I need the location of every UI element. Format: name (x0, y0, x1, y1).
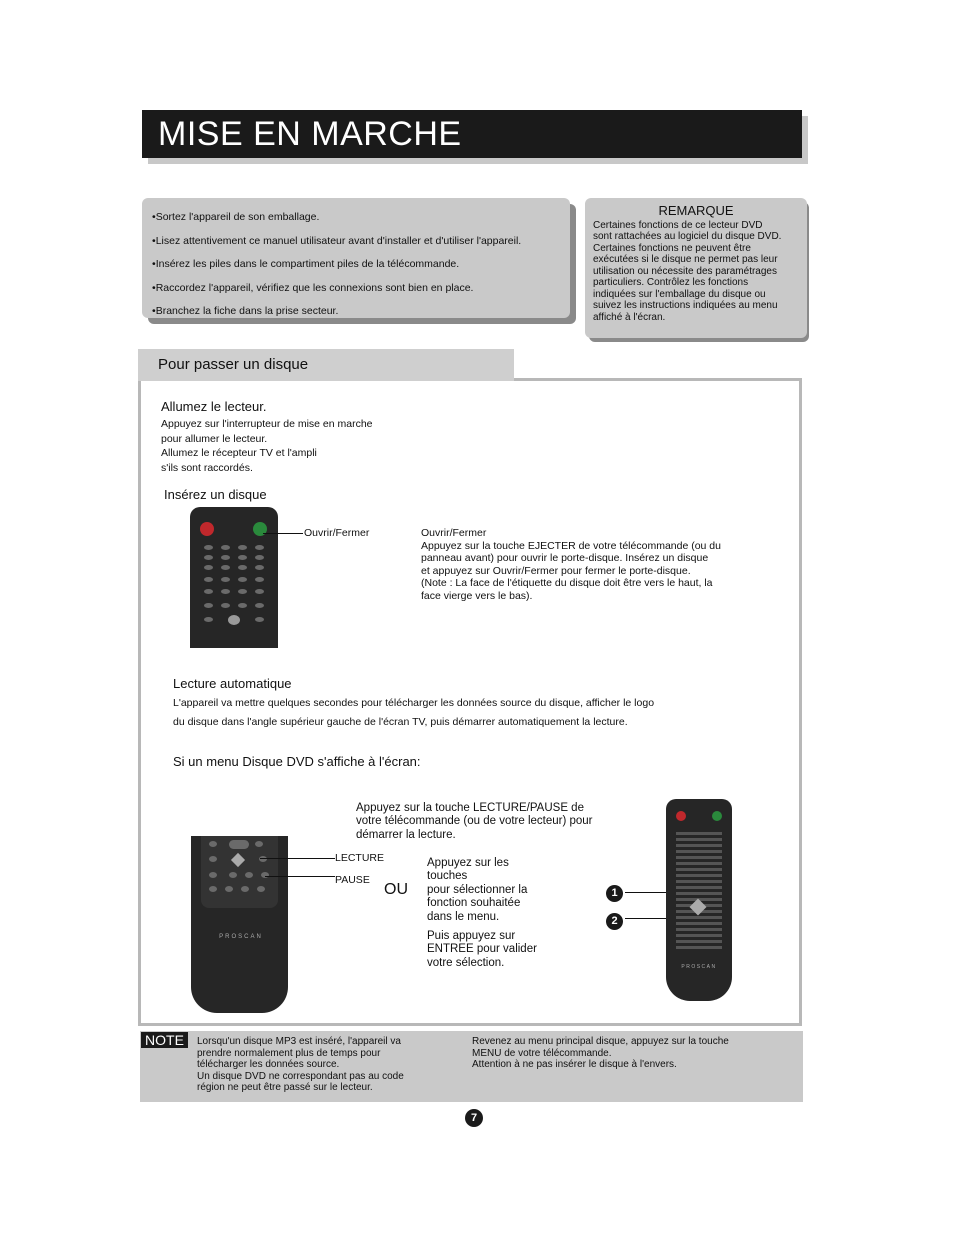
callout-line (265, 876, 335, 877)
remote-keypad (676, 829, 722, 949)
remark-line: suivez les instructions indiquées au menu (593, 300, 778, 311)
note-badge: NOTE (141, 1032, 188, 1048)
page-number: 7 (465, 1109, 483, 1127)
steps-box (142, 198, 570, 318)
note-right-text: Revenez au menu principal disque, appuyez sur la touche MENU de votre télécommande. Attention à ne pas insérer le disque à l'envers. (472, 1036, 729, 1071)
remote-brand: PROSCAN (681, 964, 717, 970)
label-play: LECTURE (335, 852, 385, 864)
step-item: •Insérez les piles dans le compartiment piles de la télécommande. (152, 258, 460, 270)
callout-line (263, 533, 303, 534)
remark-line: affiché à l'écran. (593, 311, 666, 323)
note-left-text: Lorsqu'un disque MP3 est inséré, l'appareil va prendre normalement plus de temps pour télécharger les données source. Un disque DVD ne correspondant pas au code région ne peut être passé sur le lecteur. (197, 1036, 404, 1094)
remote-brand: PROSCAN (219, 934, 263, 940)
remark-line: utilisation ou nécessite des paramétrages (593, 265, 777, 277)
menu-heading: Si un menu Disque DVD s'affiche à l'écran: (173, 754, 421, 769)
or-label: OU (384, 881, 408, 898)
remark-line: Certaines fonctions de ce lecteur DVD (593, 219, 763, 231)
menu-confirm-text: Puis appuyez sur ENTREE pour valider votre sélection. (427, 930, 537, 969)
insert-heading: Insérez un disque (164, 487, 267, 502)
label-pause: PAUSE (335, 874, 370, 886)
remark-box (585, 198, 807, 338)
callout-number-1: 1 (606, 885, 623, 902)
callout-number-2: 2 (606, 913, 623, 930)
callout-open-close: Ouvrir/Fermer (304, 527, 370, 539)
remote-top-image (190, 507, 278, 648)
remark-title: REMARQUE (658, 203, 734, 218)
remark-line: exécutées si le disque ne permet pas leur (593, 254, 778, 265)
power-button-icon (676, 811, 686, 821)
power-heading: Allumez le lecteur. (161, 399, 267, 414)
step-item: •Raccordez l'appareil, vérifiez que les connexions sont bien en place. (152, 281, 474, 294)
insert-text: Ouvrir/Fermer Appuyez sur la touche EJECTER de votre télécommande (ou du panneau avant) pour ouvrir le porte-disque. Insérez un disque et appuyez sur Ouvrir/Fermer pour fermer le porte-disque. (Note : La face de l'étiquette du disque doit être vers le haut, la face vierge vers le bas). (421, 527, 721, 602)
remote-keypad (204, 545, 266, 625)
remote-bottom-image (191, 836, 288, 1013)
page-title: MISE EN MARCHE (142, 110, 802, 158)
remark-line: Certaines fonctions ne peuvent être (593, 242, 751, 254)
section-title: Pour passer un disque (138, 349, 514, 381)
step-item: •Sortez l'appareil de son emballage. (152, 211, 320, 223)
eject-button-icon (712, 811, 722, 821)
menu-intro-text: Appuyez sur la touche LECTURE/PAUSE de votre télécommande (ou de votre lecteur) pour démarrer la lecture. (356, 802, 593, 841)
remote-full-image (666, 799, 732, 1001)
callout-line (260, 858, 335, 859)
remark-line: particuliers. Contrôlez les fonctions (593, 277, 749, 288)
remark-line: indiquées sur l'emballage du disque ou (593, 288, 766, 300)
step-item: •Lisez attentivement ce manuel utilisateur avant d'installer et d'utiliser l'appareil. (152, 234, 522, 247)
auto-text: L'appareil va mettre quelques secondes pour télécharger les données source du disque, afficher le logo du disque dans l'angle supérieur gauche de l'écran TV, puis démarrer automatiquement la lecture. (173, 697, 655, 728)
step-item: •Branchez la fiche dans la prise secteur. (152, 305, 339, 317)
remark-line: sont rattachées au logiciel du disque DVD. (593, 231, 782, 242)
power-text: Appuyez sur l'interrupteur de mise en marche pour allumer le lecteur. Allumez le récepteur TV et l'ampli s'ils sont raccordés. (161, 418, 373, 474)
power-button-icon (200, 522, 214, 536)
menu-select-text: Appuyez sur les touches pour sélectionner la fonction souhaitée dans le menu. (427, 857, 528, 923)
auto-heading: Lecture automatique (173, 676, 292, 691)
